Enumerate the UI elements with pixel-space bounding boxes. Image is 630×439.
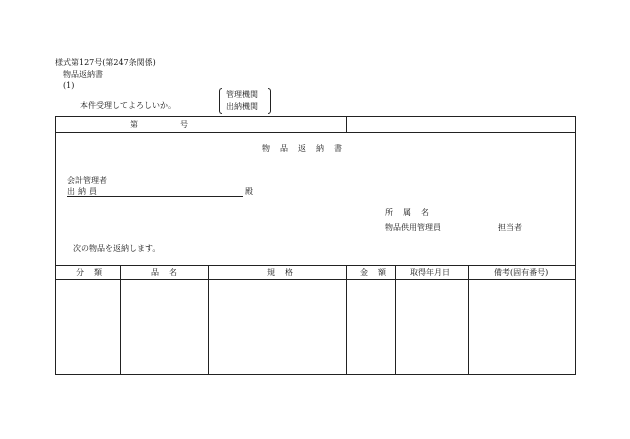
number-row-bottom — [55, 132, 576, 133]
number-label-prefix: 第 — [130, 120, 138, 129]
table-top — [55, 265, 576, 266]
department-label: 所属名 — [385, 208, 439, 217]
treasurer-underline — [67, 196, 243, 197]
col-div-2 — [208, 265, 209, 375]
person-in-charge-label: 担当者 — [498, 223, 522, 232]
main-title: 物品返納書 — [262, 144, 352, 153]
header-spec: 規格 — [267, 268, 303, 277]
agency-treasury: 出納機関 — [226, 102, 258, 111]
agency-management: 管理機関 — [226, 90, 258, 99]
header-amount: 金額 — [360, 268, 396, 277]
number-label-suffix: 号 — [180, 120, 188, 129]
col-div-4 — [395, 265, 396, 375]
col-div-1 — [120, 265, 121, 375]
header-acquired-date: 取得年月日 — [410, 268, 450, 277]
number-row-divider — [346, 116, 347, 133]
treasurer-title: 出納員 — [67, 187, 100, 196]
manager-label: 物品供用管理員 — [385, 223, 441, 232]
col-div-3 — [346, 265, 347, 375]
agency-bracket — [219, 88, 271, 114]
form-subtitle: 物品返納書 — [63, 70, 103, 79]
table-header-bottom — [55, 279, 576, 280]
return-statement: 次の物品を返納します。 — [73, 244, 161, 253]
header-category: 分類 — [76, 268, 112, 277]
col-div-5 — [468, 265, 469, 375]
header-remarks: 備考(固有番号) — [494, 268, 549, 277]
form-number: 様式第127号(第247条関係) — [55, 58, 156, 67]
accountant-title: 会計管理者 — [67, 176, 107, 185]
honorific: 殿 — [245, 187, 253, 196]
item-number: (1) — [63, 81, 75, 90]
header-item-name: 品名 — [151, 268, 187, 277]
approval-text: 本件受理してよろしいか。 — [80, 101, 176, 110]
